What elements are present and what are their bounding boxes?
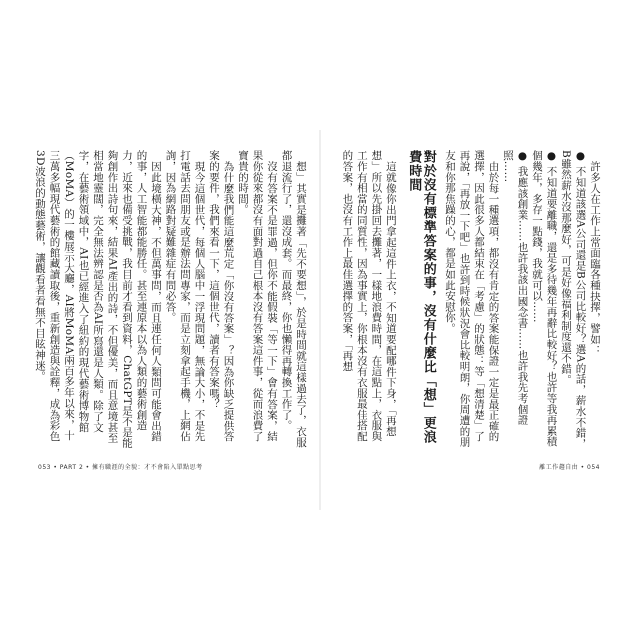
left-page [30,130,320,510]
bullet-item-2: ● 不知道要離職，還是多待幾年再辭比較好？也許等我再累積個幾年，多存一點錢，我就可以…… [531,150,558,447]
bullet-item-3-text: 我應該創業……也許我該出國念書……也許我先考個證照…… [502,150,529,426]
right-page-footer: 離工作趨自由 • 054 [539,464,600,471]
left-page-footer: 053 • PART 2 • 擁有職涯的全貌：才不會陷入單點思考 [38,464,203,471]
left-paragraph-1: 想」其實是攤著「先不要想」，於是時間就這樣過去了，衣服都退流行了，還沒成套。而最終，你也懶得再轉換工作了。 [280,150,307,447]
right-page [320,130,610,510]
left-paragraph-2: 沒有答案不是罪過，但你不能假裝「等一下」會有答案，結果你從來都沒有面對過自己根本沒有答案這件事，從而浪費了寶貴的時間。 [237,150,278,442]
bullet-item-3: ● 我應該創業……也許我該出國念書……也許我先考個證照…… [502,150,529,426]
right-paragraph-after-heading: 這就像你出門拿起這件上衣，不知道要配哪件下身，「再想想」所以先掛回去攤著，一樣地浪費時間，在這點上，衣服與工作有相當的同質性，因為事實上，你根本沒有衣服最佳搭配的答案，也沒有工作上最佳選擇的答案，「再想 [341,150,397,442]
bullet-item-2-text: 不知道要離職，還是多待幾年再辭比較好？也許等我再累積個幾年，多存一點錢，我就可以…… [531,150,558,447]
bullet-item-1: ● 不知道該選A公司還是B公司比較好？選A的話，薪水不錯，B雖然薪水沒那麼好，可是好像福利制度還不錯。 [560,150,587,449]
left-paragraph-5: 因此境橫大神，不但萬事問，而且連任何人類問可能會出錯的事，人工智能都能勝任。甚至連原本以為人類的藝術創造力，近來也備受挑戰，我目前才看到資料，ChatGPT是不是能夠創作出詩句來，結果AI產出的詩，不但優美，而且意境甚至相當地靈闊，完全無法辨認是否為AI所寫還是人類。除了文字，在藝術領域中，AI也已經進入了紐約的現代藝術博物館（MoMA）的一樓展示大廳，AI將MoMA兩百多年以來，十三萬多幅現代藝術的館藏讀取後，重新創造與詮釋，成為彩色3D波浪的動態藝術，讓觀看者看無不目眩神迷。 [34,150,162,449]
right-page-text [332,150,602,450]
section-heading: 對於沒有標準答案的事，沒有什麼比「想」更浪費時間 [406,150,436,444]
left-page-text [34,150,308,450]
book-spread [30,130,610,510]
left-paragraph-3: 為什麼我們能這麼荒定「你沒有答案」？因為你缺乏提供答案的要件，我們來看一下，這個世代，讀者有答案嗎？ [208,150,235,442]
left-paragraph-4: 現今這個世代，每個人腦中一浮現問題，無論大小，不是先打電話去問朋友或是辦法問專家，而是立刻拿起手機，上網佔詢，因為網路對疑難雜症有問必答。 [164,150,206,442]
right-paragraph-after-bullets: 由於每一種選項，都沒有肯定的答案能保證一定是最正確的選擇，因此很多人都結束在「考慮」的狀態：等「想清楚」了再說，「再放一下吧」也許到時候狀況會比較明朗，你周遭的朋友和你那焦躁的心，都是如此安慰你。 [444,150,500,448]
right-paragraph-intro: 許多人在工作上常面臨各種抉擇，譬如： [589,160,601,355]
bullet-item-1-text: 不知道該選A公司還是B公司比較好？選A的話，薪水不錯，B雖然薪水沒那麼好，可是好像福利制度還不錯。 [560,150,587,449]
